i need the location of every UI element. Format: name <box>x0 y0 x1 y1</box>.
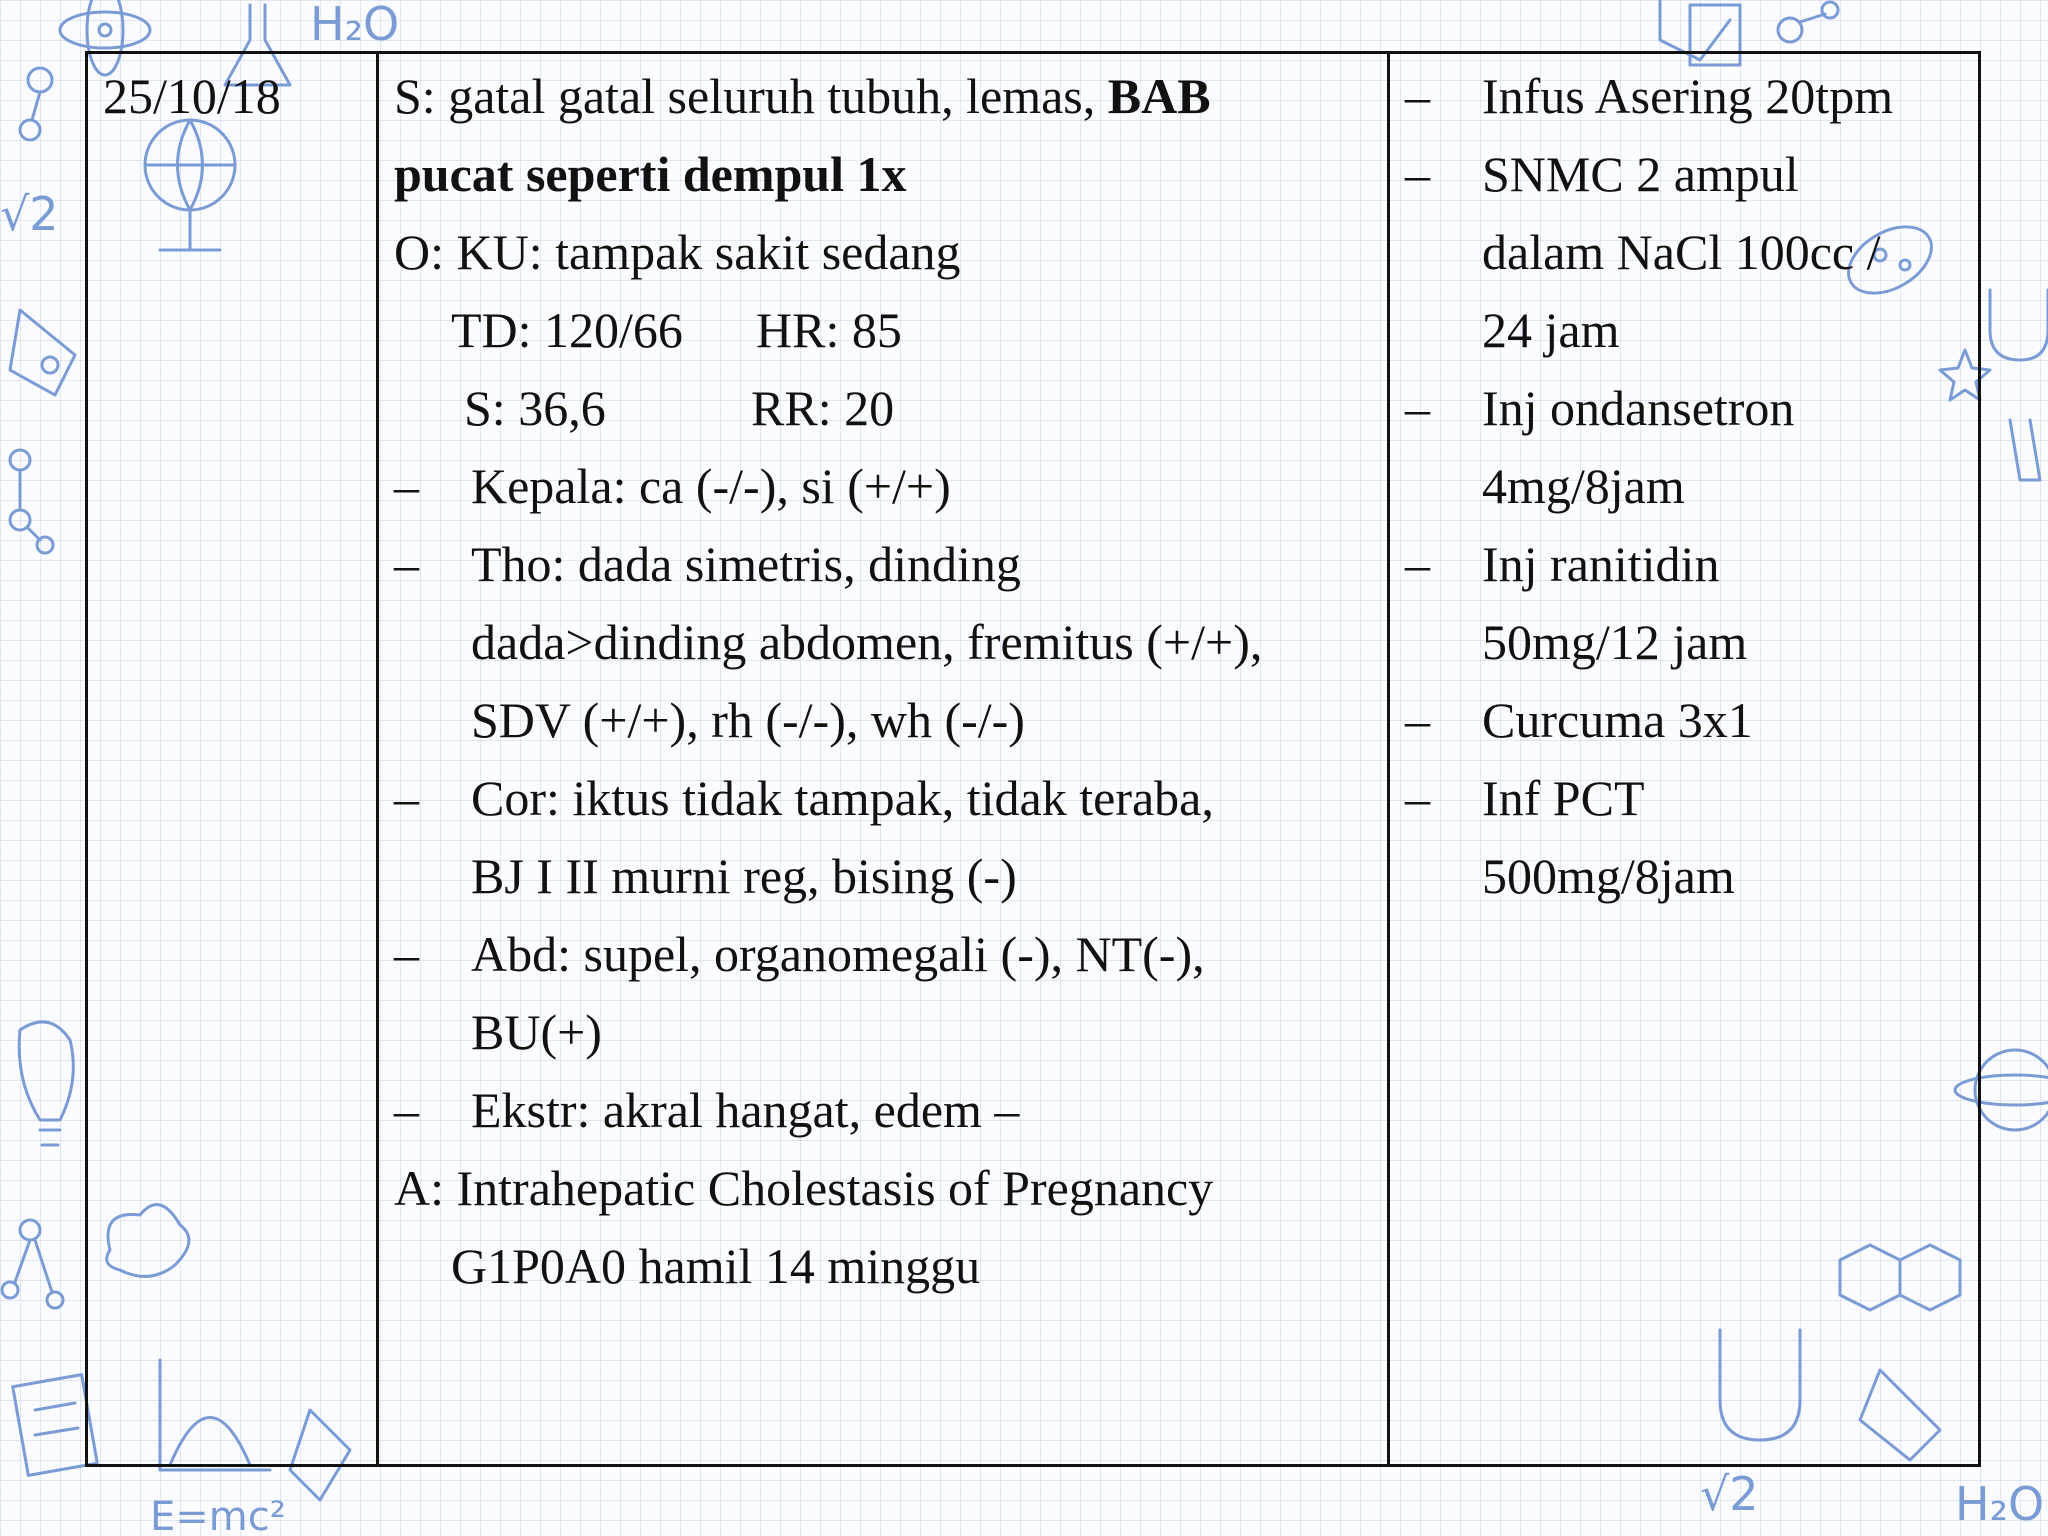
plan-snmc-line-2: dalam NaCl 100cc / <box>1482 224 1881 280</box>
vital-s: S: 36,6 <box>464 380 606 436</box>
magnet-icon <box>1990 290 2048 360</box>
h2o-top-label: H₂O <box>310 0 400 51</box>
sqrt2-left-label: √2 <box>0 187 59 241</box>
plan-curcuma: Curcuma 3x1 <box>1482 692 1753 748</box>
plan-infus: Infus Asering 20tpm <box>1482 68 1894 124</box>
plan-snmc-line-3: 24 jam <box>1482 302 1620 358</box>
plan-pct-line-1: Inf PCT <box>1482 770 1645 826</box>
plan-ondansetron-line-1: Inj ondansetron <box>1482 380 1795 436</box>
molecule-icon <box>20 68 52 140</box>
exam-bullet: – <box>394 770 419 826</box>
plan-ranitidin-line-2: 50mg/12 jam <box>1482 614 1748 670</box>
molecule-icon <box>2 1220 63 1308</box>
assessment-line-2: G1P0A0 hamil 14 minggu <box>451 1238 981 1294</box>
plan-pct-line-2: 500mg/8jam <box>1482 848 1735 904</box>
plan-bullet: – <box>1405 770 1430 826</box>
exam-bullet: – <box>394 926 419 982</box>
plan-bullet: – <box>1405 692 1430 748</box>
sqrt2-bottom-label: √2 <box>1700 1467 1759 1521</box>
exam-bullet: – <box>394 536 419 592</box>
exam-abdomen-line-1: Abd: supel, organomegali (-), NT(-), <box>471 926 1205 982</box>
exam-bullet: – <box>394 458 419 514</box>
exam-cor-line-2: BJ I II murni reg, bising (-) <box>471 848 1017 904</box>
h2o-bottom-label: H₂O <box>1955 1477 2045 1531</box>
lightbulb-icon <box>19 1022 73 1145</box>
soap-record-table <box>85 51 1981 1467</box>
soap-column <box>379 54 1390 1464</box>
rocket-icon <box>10 310 75 395</box>
record-date: 25/10/18 <box>103 68 281 124</box>
subjective-line-2: pucat seperti dempul 1x <box>394 146 907 202</box>
objective-header: O: KU: tampak sakit sedang <box>394 224 961 280</box>
exam-thorax-line-2: dada>dinding abdomen, fremitus (+/+), <box>471 614 1263 670</box>
plan-bullet: – <box>1405 536 1430 592</box>
vital-hr: HR: 85 <box>756 302 902 358</box>
molecule-icon <box>1778 2 1838 42</box>
exam-kepala: Kepala: ca (-/-), si (+/+) <box>471 458 951 514</box>
plan-column <box>1390 54 1978 1464</box>
molecule-icon <box>10 450 53 553</box>
exam-abdomen-line-2: BU(+) <box>471 1004 602 1060</box>
subjective-line-1 <box>394 68 1211 124</box>
assessment-line-1: A: Intrahepatic Cholestasis of Pregnancy <box>394 1160 1214 1216</box>
plan-ranitidin-line-1: Inj ranitidin <box>1482 536 1720 592</box>
date-column <box>88 54 379 1464</box>
plan-bullet: – <box>1405 146 1430 202</box>
plan-snmc-line-1: SNMC 2 ampul <box>1482 146 1799 202</box>
vital-rr: RR: 20 <box>751 380 895 436</box>
exam-extremities: Ekstr: akral hangat, edem – <box>471 1082 1020 1138</box>
exam-cor-line-1: Cor: iktus tidak tampak, tidak teraba, <box>471 770 1214 826</box>
vital-td: TD: 120/66 <box>451 302 683 358</box>
subjective-bold-text: BAB <box>1107 68 1211 124</box>
test-tube-icon <box>2010 420 2040 480</box>
exam-bullet: – <box>394 1082 419 1138</box>
plan-bullet: – <box>1405 380 1430 436</box>
plan-bullet: – <box>1405 68 1430 124</box>
subjective-text: S: gatal gatal seluruh tubuh, lemas, <box>394 68 1108 124</box>
plan-ondansetron-line-2: 4mg/8jam <box>1482 458 1685 514</box>
exam-thorax-line-3: SDV (+/+), rh (-/-), wh (-/-) <box>471 692 1025 748</box>
emc2-label: E=mc² <box>150 1494 286 1536</box>
exam-thorax-line-1: Tho: dada simetris, dinding <box>471 536 1021 592</box>
